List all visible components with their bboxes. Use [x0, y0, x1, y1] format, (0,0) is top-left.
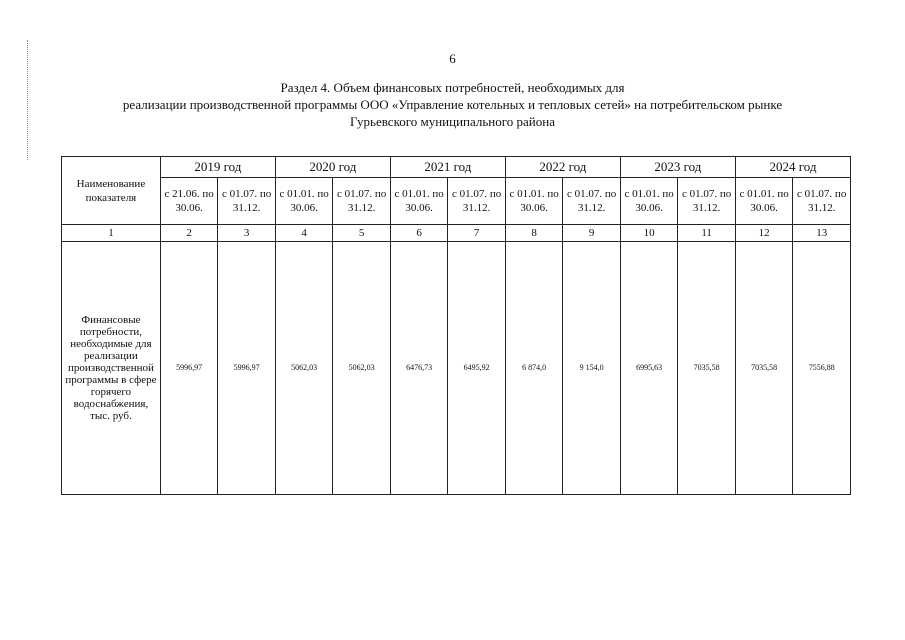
year-header: 2022 год	[505, 157, 620, 178]
heading-line-1: Раздел 4. Объем финансовых потребностей, необходимых для	[280, 80, 625, 95]
year-header: 2020 год	[275, 157, 390, 178]
value-cell: 6995,63	[620, 242, 678, 495]
year-header: 2019 год	[160, 157, 275, 178]
period-header: с 01.01. по 30.06.	[620, 178, 678, 225]
name-header: Наименование показателя	[62, 157, 161, 225]
row-label: Финансовые потребности, необходимые для реализации производственной программы в сфере горячего водоснабжения, тыс. руб.	[62, 242, 161, 495]
period-header: с 01.07. по 31.12.	[218, 178, 276, 225]
heading-line-3: Гурьевского муниципального района	[350, 114, 555, 129]
value-cell: 7035,58	[735, 242, 793, 495]
value-cell: 5062,03	[275, 242, 333, 495]
column-number: 5	[333, 225, 391, 242]
column-number: 3	[218, 225, 276, 242]
value-cell: 5062,03	[333, 242, 391, 495]
value-cell: 6495,92	[448, 242, 506, 495]
year-header: 2024 год	[735, 157, 850, 178]
column-number: 9	[563, 225, 621, 242]
value-cell: 6 874,0	[505, 242, 563, 495]
period-header: с 21.06. по 30.06.	[160, 178, 218, 225]
year-header: 2021 год	[390, 157, 505, 178]
period-header: с 01.07. по 31.12.	[333, 178, 391, 225]
value-cell: 7556,88	[793, 242, 851, 495]
column-number: 13	[793, 225, 851, 242]
period-header: с 01.07. по 31.12.	[448, 178, 506, 225]
value-cell: 5996,97	[218, 242, 276, 495]
value-cell: 9 154,0	[563, 242, 621, 495]
period-header: с 01.01. по 30.06.	[390, 178, 448, 225]
value-cell: 5996,97	[160, 242, 218, 495]
value-cell: 7035,58	[678, 242, 736, 495]
column-number: 12	[735, 225, 793, 242]
period-header: с 01.01. по 30.06.	[505, 178, 563, 225]
column-number: 1	[62, 225, 161, 242]
year-header: 2023 год	[620, 157, 735, 178]
financial-needs-table	[61, 156, 851, 495]
column-number: 6	[390, 225, 448, 242]
period-header: с 01.07. по 31.12.	[793, 178, 851, 225]
column-number: 11	[678, 225, 736, 242]
column-number: 8	[505, 225, 563, 242]
column-number: 2	[160, 225, 218, 242]
period-header: с 01.01. по 30.06.	[735, 178, 793, 225]
section-heading	[90, 79, 815, 130]
period-header: с 01.07. по 31.12.	[563, 178, 621, 225]
page-number: 6	[449, 51, 456, 66]
column-number: 4	[275, 225, 333, 242]
period-header: с 01.01. по 30.06.	[275, 178, 333, 225]
table-row	[62, 242, 851, 495]
column-number: 7	[448, 225, 506, 242]
column-number: 10	[620, 225, 678, 242]
heading-line-2: реализации производственной программы ООО «Управление котельных и тепловых сетей» на потребительском рынке	[122, 97, 783, 112]
value-cell: 6476,73	[390, 242, 448, 495]
period-header: с 01.07. по 31.12.	[678, 178, 736, 225]
